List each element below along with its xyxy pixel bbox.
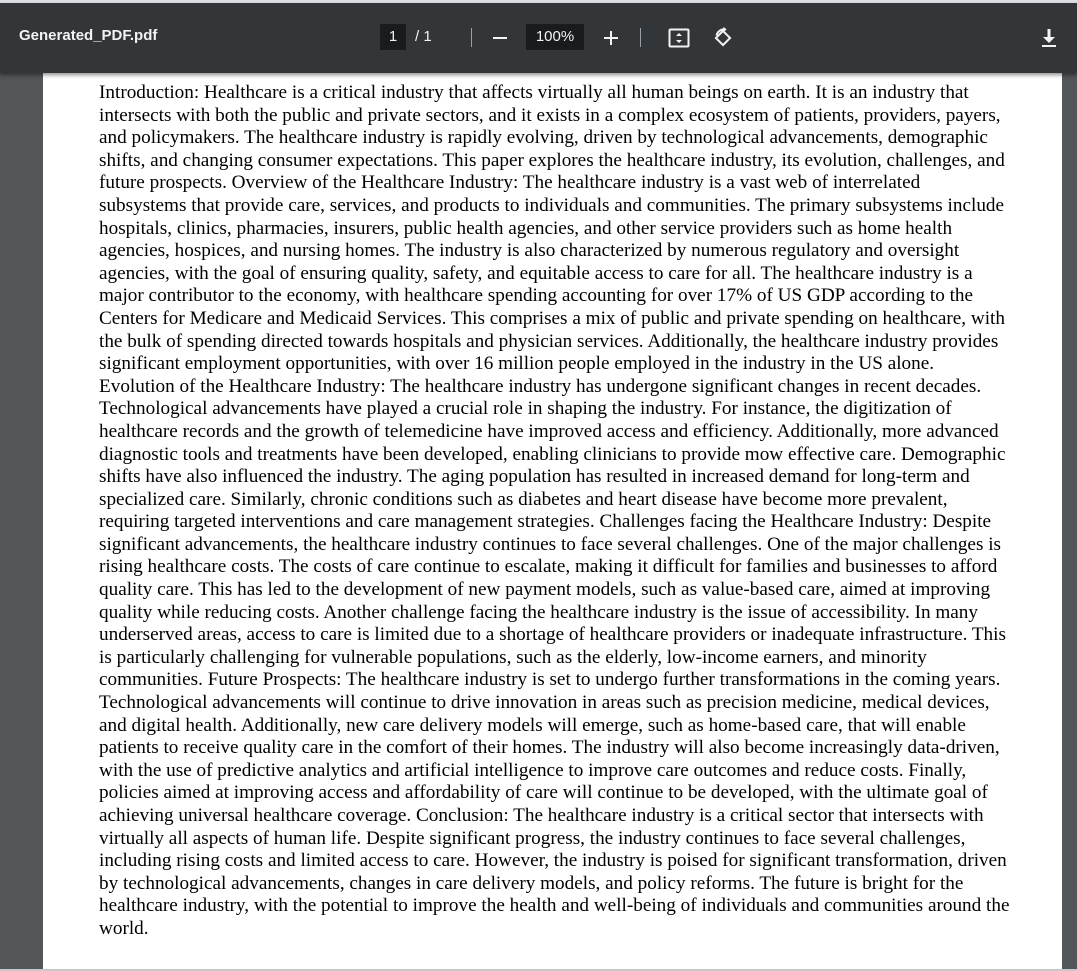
download-button[interactable] bbox=[1036, 25, 1062, 51]
toolbar-divider bbox=[640, 28, 641, 47]
pdf-page bbox=[43, 73, 1062, 971]
rotate-button[interactable] bbox=[710, 25, 736, 51]
download-icon bbox=[1040, 28, 1058, 48]
fit-to-page-button[interactable] bbox=[666, 25, 692, 51]
current-page-input[interactable]: 1 bbox=[380, 24, 406, 50]
fit-to-page-icon bbox=[668, 28, 690, 48]
document-title: Generated_PDF.pdf bbox=[19, 27, 158, 44]
zoom-out-button[interactable] bbox=[487, 25, 513, 51]
plus-icon bbox=[603, 30, 619, 46]
zoom-level-input[interactable]: 100% bbox=[526, 24, 584, 50]
toolbar-divider bbox=[471, 28, 472, 47]
pdf-toolbar bbox=[0, 3, 1077, 73]
page-body-text: Introduction: Healthcare is a critical industry that affects virtually all human beings on earth. It is an industry that intersects with both the public and private sectors, and it exists in a complex ecosystem of patients, providers, payers, and policymakers. The healthcare industry is rapidly evolving, driven by technological advancements, demographic shifts, and changing consumer expectations. This paper explores the healthcare industry, its evolution, challenges, and future prospects. Overview of the Healthcare Industry: The healthcare industry is a vast web of interrelated subsystems that provide care, services, and products to individuals and communities. The primary subsystems include hospitals, clinics, pharmacies, insurers, public health agencies, and other service providers such as home health agencies, hospices, and nursing homes. The industry is also characterized by numerous regulatory and oversight agencies, with the goal of ensuring quality, safety, and equitable access to care for all. The healthcare industry is a major contributor to the economy, with healthcare spending accounting for over 17% of US GDP according to the Centers for Medicare and Medicaid Services. This comprises a mix of public and private spending on healthcare, with the bulk of spending directed towards hospitals and physician services. Additionally, the healthcare industry provides significant employment opportunities, with over 16 million people employed in the industry in the US alone. Evolution of the Healthcare Industry: The healthcare industry has undergone significant changes in recent decades. Technological advancements have played a crucial role in shaping the industry. For instance, the digitization of healthcare records and the growth of telemedicine have improved access and efficiency. Additionally, more advanced diagnostic tools and treatments have been developed, enabling clinicians to provide mow effective care. Demographic shifts have also influenced the industry. The aging population has resulted in increased demand for long-term and specialized care. Similarly, chronic conditions such as diabetes and heart disease have become more prevalent, requiring targeted interventions and care management strategies. Challenges facing the Healthcare Industry: Despite significant advancements, the healthcare industry continues to face several challenges. One of the major challenges is rising healthcare costs. The costs of care continue to escalate, making it difficult for families and businesses to afford quality care. This has led to the development of new payment models, such as value-based care, aimed at improving quality while reducing costs. Another challenge facing the healthcare industry is the issue of accessibility. In many underserved areas, access to care is limited due to a shortage of healthcare providers or inadequate infrastructure. This is particularly challenging for vulnerable populations, such as the elderly, low-income earners, and minority communities. Future Prospects: The healthcare industry is set to undergo further transformations in the coming years. Technological advancements will continue to drive innovation in areas such as precision medicine, medical devices, and digital health. Additionally, new care delivery models will emerge, such as home-based care, that will enable patients to receive quality care in the comfort of their homes. The industry will also become increasingly data-driven, with the use of predictive analytics and artificial intelligence to improve care outcomes and reduce costs. Finally, policies aimed at improving access and affordability of care will continue to be developed, with the ultimate goal of achieving universal healthcare coverage. Conclusion: The healthcare industry is a critical sector that intersects with virtually all aspects of human life. Despite significant progress, the industry continues to face several challenges, including rising costs and limited access to care. However, the industry is poised for significant transformation, driven by technological advancements, changes in care delivery models, and policy reforms. The future is bright for the healthcare industry, with the potential to improve the health and well-being of individuals and communities around the world. bbox=[99, 82, 1010, 939]
zoom-in-button[interactable] bbox=[598, 25, 624, 51]
document-viewer[interactable] bbox=[0, 73, 1077, 971]
rotate-counterclockwise-icon bbox=[711, 26, 735, 50]
minus-icon bbox=[492, 30, 508, 46]
page-count: / 1 bbox=[415, 28, 432, 45]
